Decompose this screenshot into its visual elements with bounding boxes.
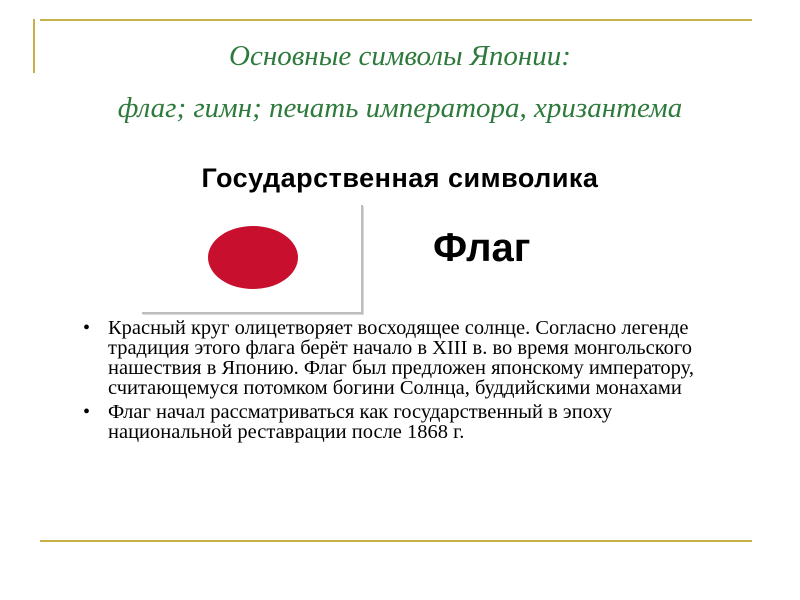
bottom-rule [40,540,752,542]
bullet-item [78,402,718,442]
bullet-text: Флаг начал рассматриваться как государственный в эпоху национальной реставрации после 1868 г. [108,401,613,443]
top-rule [40,19,752,21]
bullet-dot-icon: • [83,317,91,339]
bullet-dot-icon: • [83,401,91,423]
bullet-text: Красный круг олицетворяет восходящее солнце. Согласно легенде традиция этого флага берёт начало в XIII в. во время монгольского нашествия в Японию. Флаг был предложен японскому императору, считающемуся потомком богини Солнца, буддийскими монахами [108,317,694,399]
slide-title [40,30,760,134]
flag-red-disc [208,226,298,289]
section-heading: Государственная символика [201,163,599,193]
slide-title-line-1: Основные символы Японии: [229,40,571,72]
bullet-list [78,318,718,446]
slide-title-line-2: флаг; гимн; печать императора, хризантема [117,92,683,124]
left-rule [33,19,35,73]
japan-flag-image [142,205,363,314]
bullet-item [78,318,718,398]
flag-label: Флаг [433,226,531,270]
